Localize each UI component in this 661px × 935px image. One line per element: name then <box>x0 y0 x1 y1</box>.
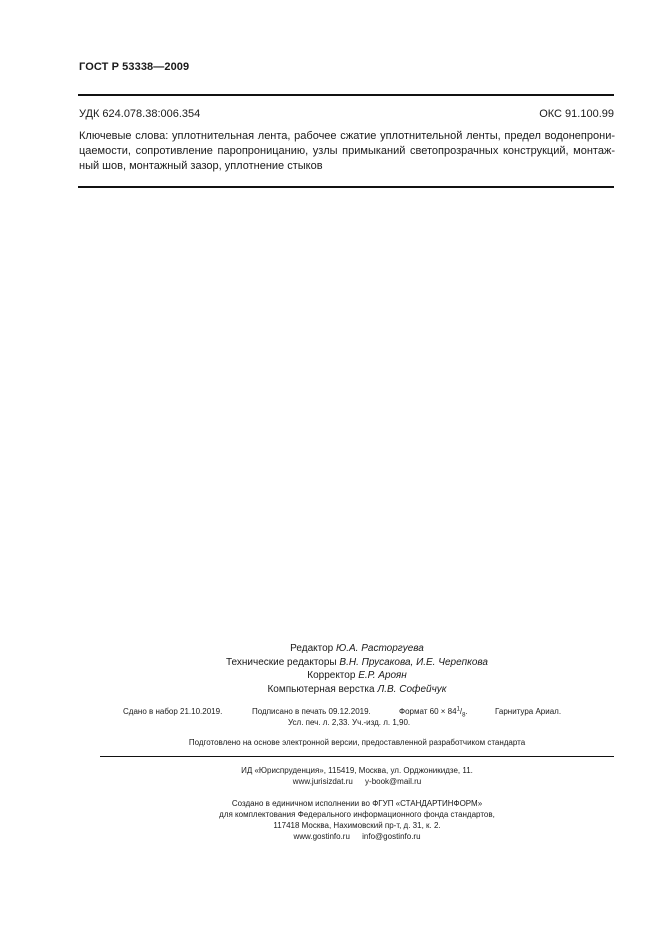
credit-editor <box>100 642 614 656</box>
tech-editors-names: В.Н. Прусакова, И.Е. Черепкова <box>339 656 488 668</box>
keywords-line-3: ный шов, монтажный зазор, уплотнение стыков <box>79 160 323 172</box>
print-format: Формат $60 \times 84^1/_8$. <box>399 706 468 719</box>
credits-block <box>100 642 614 696</box>
layout-role: Компьютерная верстка <box>267 683 378 695</box>
keywords-line-2: цаемости, сопротивление паропроницанию, узлы примыканий светопрозрачных конструкций, монтаж- <box>79 145 615 157</box>
created-line-2: для комплектования Федерального информационного фонда стандартов, <box>219 810 495 819</box>
editor-role: Редактор <box>290 643 336 654</box>
layout-name: Л.В. Софейчук <box>377 683 447 695</box>
credit-corrector <box>100 669 614 683</box>
keywords-paragraph <box>79 129 615 174</box>
publisher-email-link[interactable]: y-book@mail.ru <box>365 777 422 786</box>
corrector-role: Корректор <box>307 670 359 681</box>
prepared-note: Подготовлено на основе электронной версии, предоставленной разработчиком стандарта <box>188 738 526 747</box>
oks-code: ОКС 91.100.99 <box>539 108 614 120</box>
keywords-divider <box>78 186 614 188</box>
gostinfo-contacts <box>100 831 614 842</box>
submitted-date: Сдано в набор 21.10.2019. <box>123 707 223 716</box>
print-sheets: Усл. печ. л. 2,33. <box>288 718 350 727</box>
signed-date: Подписано в печать 09.12.2019. <box>252 707 371 716</box>
credit-layout <box>100 683 614 697</box>
corrector-name: Е.Р. Ароян <box>358 670 407 681</box>
gostinfo-website-link[interactable]: www.gostinfo.ru <box>293 832 350 841</box>
typeface: Гарнитура Ариал. <box>495 707 562 716</box>
created-line-1: Создано в единичном исполнении во ФГУП «СТАНДАРТИНФОРМ» <box>231 799 483 808</box>
publisher-block <box>100 765 614 842</box>
publisher-contacts <box>100 776 614 787</box>
spacer <box>100 787 614 798</box>
header-divider <box>78 94 614 96</box>
credit-tech-editors <box>100 656 614 670</box>
publication-sheets: Уч.-изд. л. 1,90. <box>352 718 411 727</box>
udk-code: УДК 624.078.38:006.354 <box>79 108 201 120</box>
editor-name: Ю.А. Расторгуева <box>335 643 424 654</box>
tech-editors-role: Технические редакторы <box>225 656 340 668</box>
publisher-website-link[interactable]: www.jurisizdat.ru <box>292 777 353 786</box>
keywords-line-1: Ключевые слова: уплотнительная лента, рабочее сжатие уплотнительной ленты, предел водонепрони- <box>79 130 615 142</box>
publisher-address: ИД «Юриспруденция», 115419, Москва, ул. Орджоникидзе, 11. <box>241 766 473 775</box>
created-line-3: 117418 Москва, Нахимовский пр-т, д. 31, к. 2. <box>273 821 441 830</box>
imprint-divider <box>100 756 614 757</box>
gostinfo-email-link[interactable]: info@gostinfo.ru <box>362 832 421 841</box>
document-code: ГОСТ Р 53338—2009 <box>79 61 190 73</box>
